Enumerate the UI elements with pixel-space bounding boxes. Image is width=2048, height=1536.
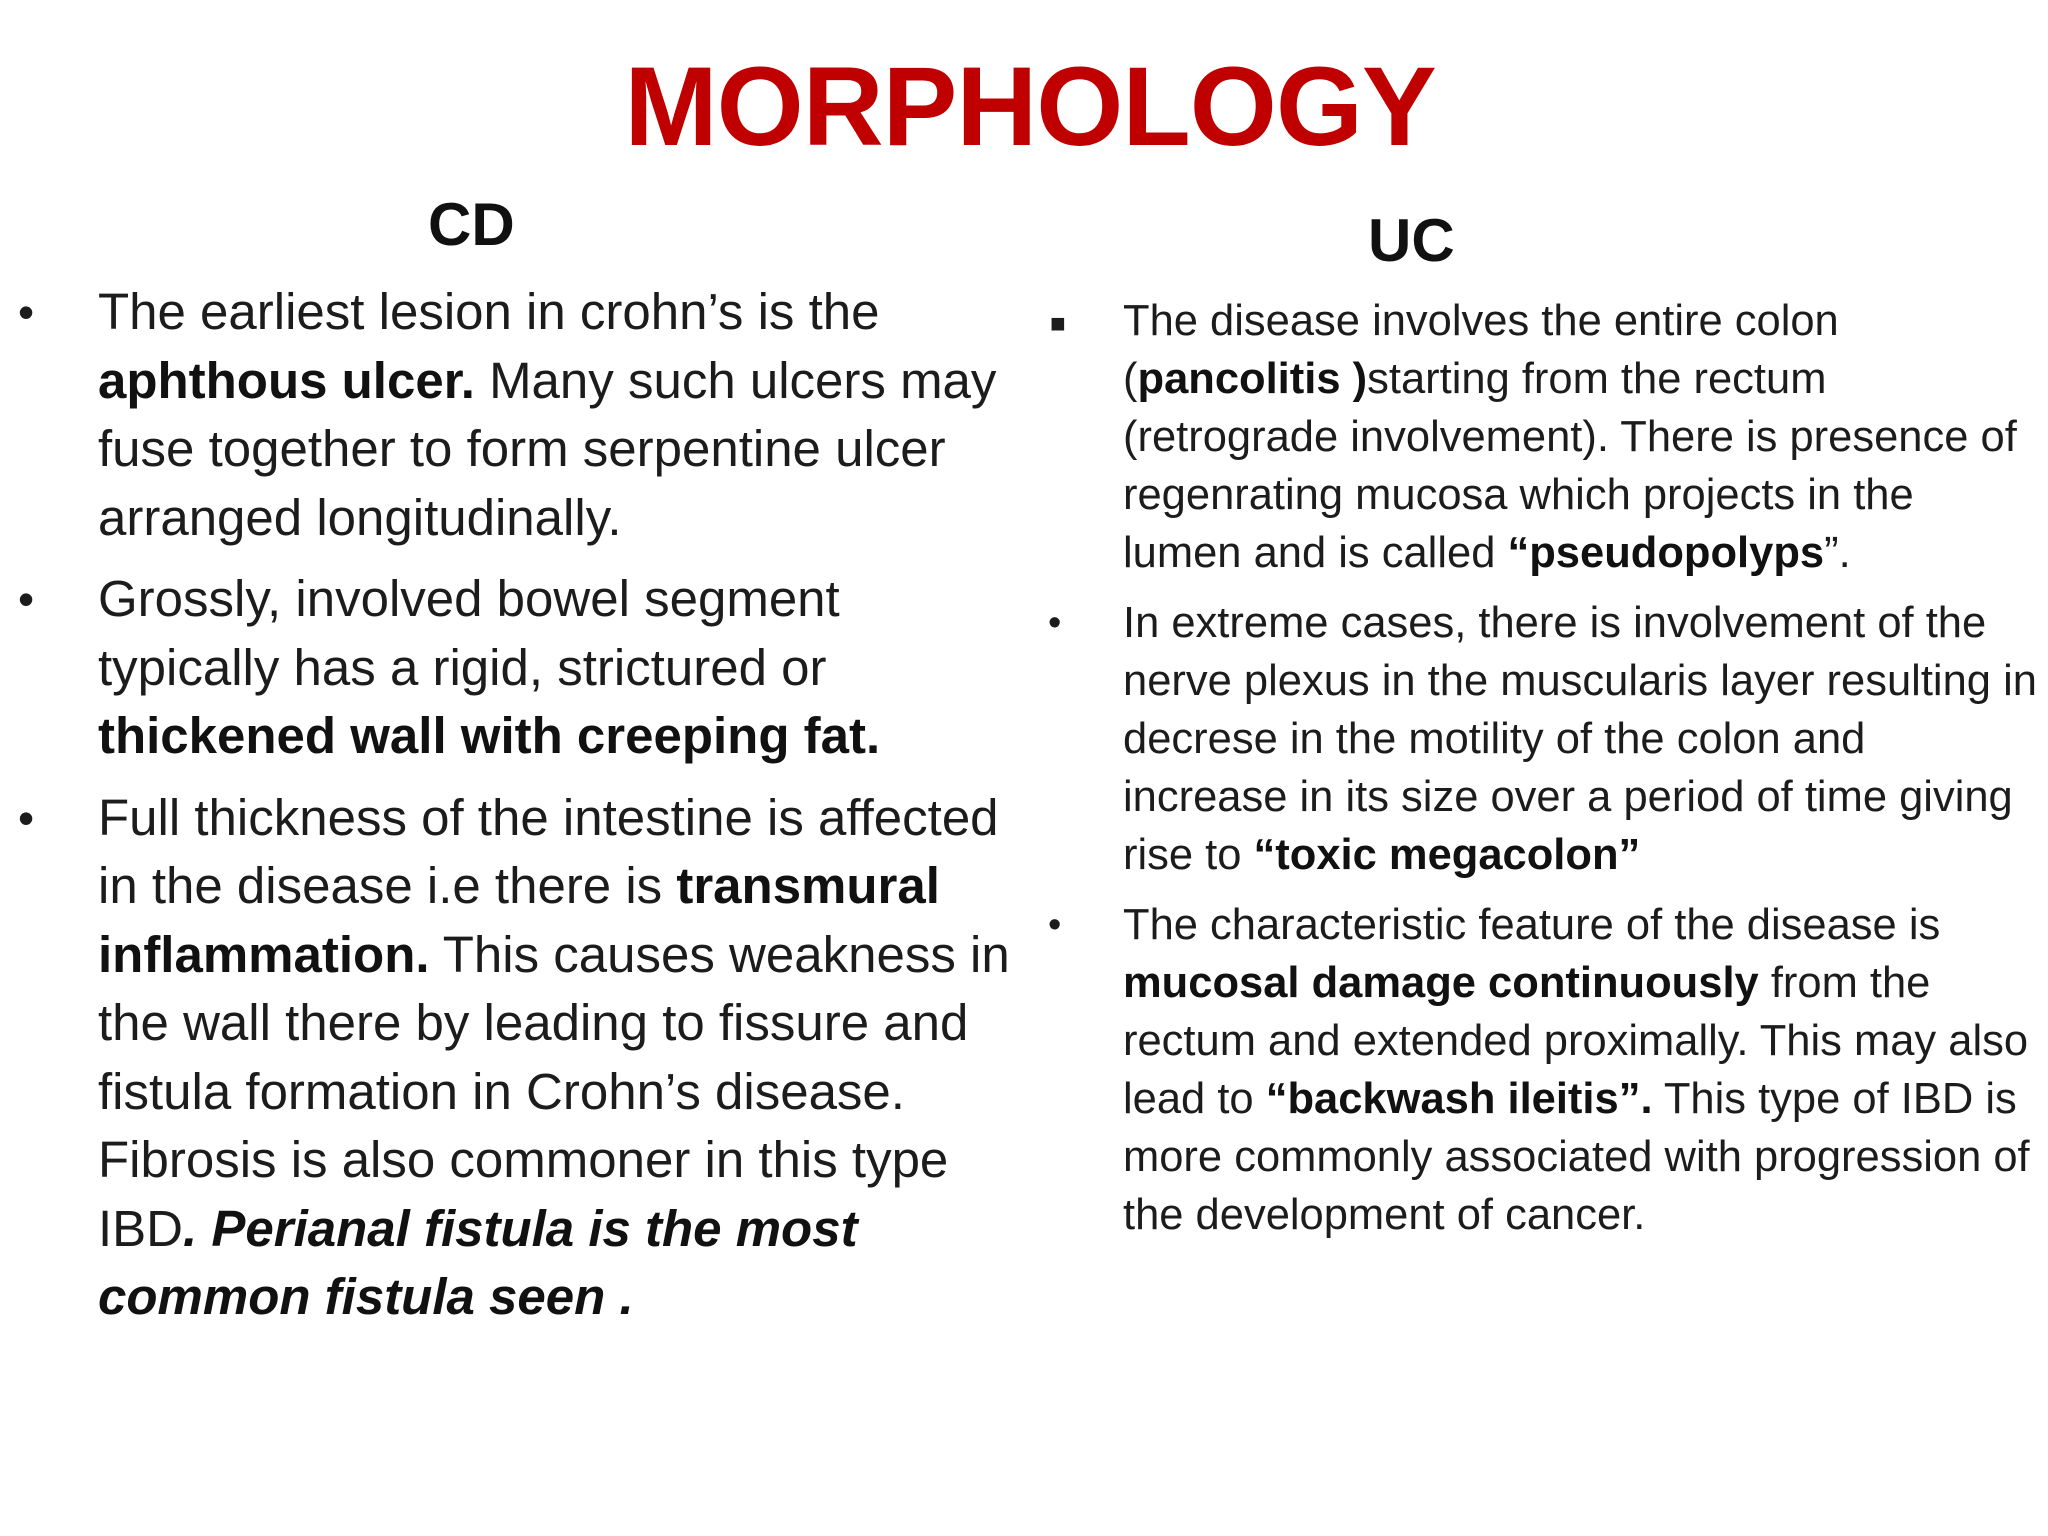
uc-item-bold-term: “pseudopolyps [1507,529,1825,577]
uc-bullet-item [1028,896,2038,1244]
cd-bullet-list [0,278,1010,1332]
cd-bullet-item [0,565,1010,771]
cd-item-bold-italic-term: . Perianal fistula is the most common fistula seen . [98,1199,858,1325]
uc-heading: UC [1368,207,1455,274]
bullet-dot-icon: • [18,573,35,625]
uc-item-bold-term: “toxic megacolon” [1253,831,1641,879]
bullet-square-icon: ■ [1050,308,1066,338]
cd-item-bold-term: aphthous ulcer. [98,351,475,409]
cd-item-bold-term: transmural inflammation. [98,857,940,983]
slide-title: MORPHOLOGY [624,44,1436,169]
uc-item-text: from the rectum and extended proximally. This may also lead to [1123,959,2029,1123]
cd-bullet-item [0,784,1010,1332]
uc-bullet-item [1028,594,2038,884]
uc-item-bold-term: pancolitis ) [1137,355,1368,403]
cd-item-text: Many such ulcers may fuse together to form serpentine ulcer arranged longitudinally. [98,351,997,546]
cd-item-text: The earliest lesion in crohn’s is the [98,283,880,340]
uc-item-text: The characteristic feature of the disease is [1123,901,1941,949]
uc-item-text: This type of IBD is more commonly associated with progression of the development of cancer. [1123,1075,2030,1239]
bullet-dot-icon: • [1048,602,1062,644]
uc-item-bold-term: mucosal damage continuously [1123,959,1759,1007]
cd-bullet-item [0,278,1010,552]
cd-item-bold-term: thickened wall with creeping fat. [98,707,881,764]
uc-bullet-item [1028,292,2038,582]
uc-item-text: starting from the rectum (retrograde involvement). There is presence of regenrating mucosa which projects in the lumen and is called [1123,355,2017,577]
cd-item-text: This causes weakness in the wall there by leading to fissure and fistula formation in Crohn’s disease. Fibrosis is also commoner in this type IBD [98,925,1010,1257]
uc-item-text: ”. [1824,529,1851,577]
cd-item-text: Grossly, involved bowel segment typically has a rigid, strictured or [98,570,840,696]
bullet-dot-icon: • [18,286,35,338]
uc-item-text: The disease involves the entire colon ( [1123,297,1839,403]
uc-item-bold-term: “backwash ileitis”. [1265,1075,1653,1123]
uc-bullet-list [1028,292,2038,1244]
cd-item-text: Full thickness of the intestine is affected in the disease i.e there is [98,788,999,914]
uc-item-text: In extreme cases, there is involvement of the nerve plexus in the muscularis layer resulting in decrese in the motility of the colon and increase in its size over a period of time giving rise to [1123,599,2037,879]
bullet-dot-icon: • [1048,904,1062,946]
cd-heading: CD [428,191,515,258]
bullet-dot-icon: • [18,791,35,844]
